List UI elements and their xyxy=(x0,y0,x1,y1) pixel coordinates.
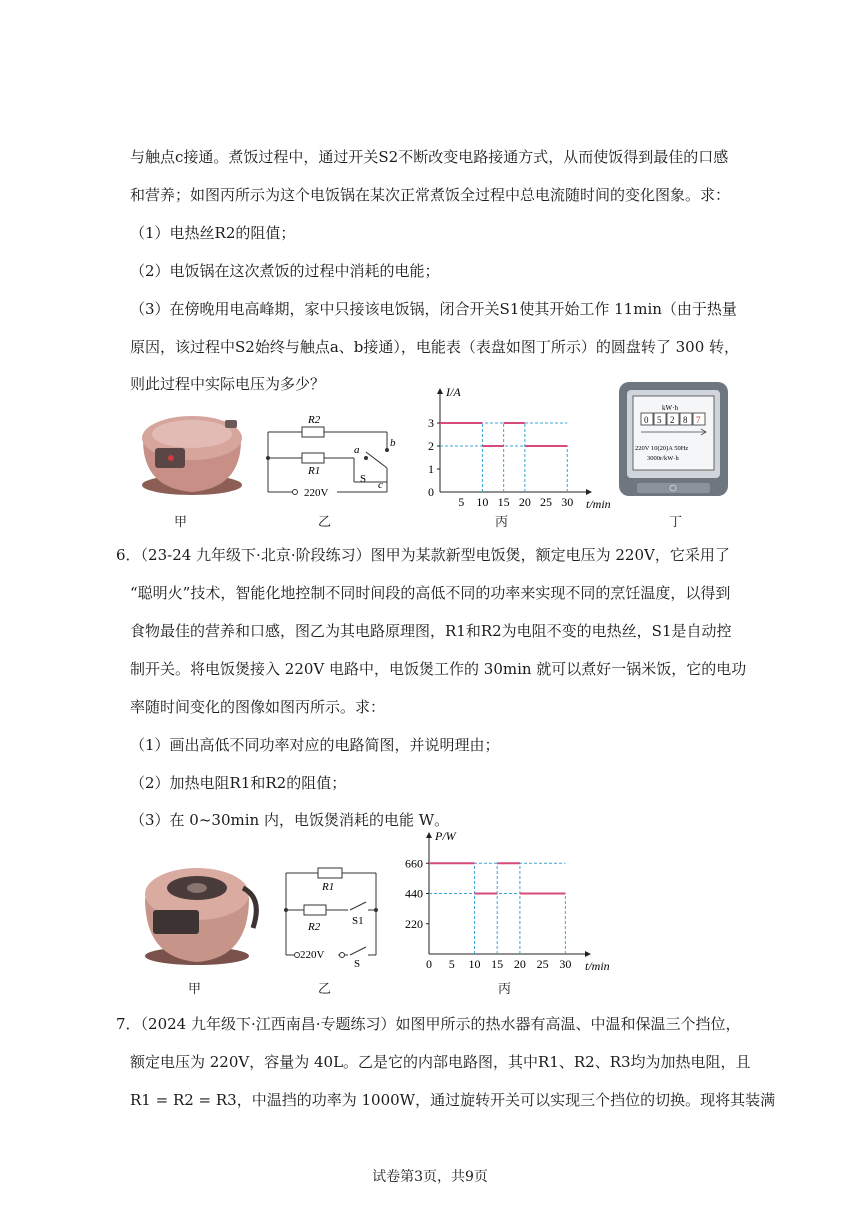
q6-caption-yi: 乙 xyxy=(318,982,332,997)
page-footer: 试卷第3页，共9页 xyxy=(372,1169,488,1185)
q7-line-1: 7．（2024 九年级下·江西南昌·专题练习）如图甲所示的热水器有高温、中温和保温三个挡位， xyxy=(116,1015,741,1033)
q5-caption-bing: 丙 xyxy=(495,515,509,530)
y-axis-arrow-icon xyxy=(437,388,443,394)
q5-line-2: 和营养；如图丙所示为这个电饭锅在某次正常煮饭全过程中总电流随时间的变化图象。求： xyxy=(130,186,731,204)
meter-digit: 5 xyxy=(657,415,662,425)
label-a: a xyxy=(354,444,360,456)
y-tick-label: 1 xyxy=(428,462,434,476)
q6-part-2: （2）加热电阻R1和R2的阻值； xyxy=(130,774,347,792)
label-r2: R2 xyxy=(308,414,321,426)
label-c: c xyxy=(378,479,383,491)
q5-caption-ding: 丁 xyxy=(669,515,683,530)
x-tick-label: 30 xyxy=(561,495,574,509)
q5-circuit-diagram xyxy=(262,410,412,500)
meter-digit-boxes xyxy=(641,413,705,425)
q6-part-1: （1）画出高低不同功率对应的电路简图，并说明理由； xyxy=(130,736,500,754)
q6-caption-jia: 甲 xyxy=(188,982,202,997)
q5-part-1: （1）电热丝R2的阻值； xyxy=(130,224,296,242)
q5-part-3c: 则此过程中实际电压为多少？ xyxy=(130,375,326,393)
label-s: S xyxy=(354,958,361,970)
q6-line-3: 食物最佳的营养和口感，图乙为其电路原理图，R1和R2为电阻不变的电热丝，S1是自动控 xyxy=(130,622,732,640)
q5-line-1: 与触点c接通。煮饭过程中，通过开关S2不断改变电路接通方式，从而使饭得到最佳的口感 xyxy=(130,148,729,166)
power-time-chart xyxy=(395,829,610,976)
q6-line-1: 6．（23-24 九年级下·北京·阶段练习）图甲为某款新型电饭煲，额定电压为 220V，它采用了 xyxy=(116,546,730,564)
q6-line-5: 率随时间变化的图像如图丙所示。求： xyxy=(130,698,386,716)
q5-caption-yi: 乙 xyxy=(318,515,332,530)
q6-part-3: （3）在 0~30min 内，电饭煲消耗的电能 W。 xyxy=(130,811,450,829)
y-tick-label: 660 xyxy=(405,856,423,871)
q7-line-2: 额定电压为 220V，容量为 40L。乙是它的内部电路图，其中R1、R2、R3均为加热电阻，且 xyxy=(130,1053,751,1071)
x-tick-label: 15 xyxy=(491,957,504,971)
rice-cooker-image-2 xyxy=(135,848,265,968)
meter-unit: kW·h xyxy=(662,404,678,412)
x-axis-label: t/min xyxy=(585,959,610,973)
x-axis-label: t/min xyxy=(586,497,611,511)
meter-spec-1: 220V 10(20)A 50Hz xyxy=(635,445,689,452)
x-axis-arrow-icon xyxy=(586,489,592,495)
y-tick-label: 2 xyxy=(428,439,434,453)
q5-part-3a: （3）在傍晚用电高峰期，家中只接该电饭锅，闭合开关S1使其开始工作 11min（由于热量 xyxy=(130,300,737,318)
label-r1: R1 xyxy=(322,881,335,893)
label-b: b xyxy=(390,437,396,449)
q6-line-4: 制开关。将电饭煲接入 220V 电路中，电饭煲工作的 30min 就可以煮好一锅米饭，它的电功 xyxy=(130,660,747,678)
x-tick-label: 5 xyxy=(458,495,465,509)
y-tick-label: 0 xyxy=(428,485,434,499)
meter-digit: 0 xyxy=(644,415,649,425)
x-axis-arrow-icon xyxy=(585,951,591,957)
rice-cooker-image-1 xyxy=(135,400,250,500)
x-tick-label: 15 xyxy=(497,495,510,509)
y-axis-label: I/A xyxy=(446,385,461,399)
y-axis-label: P/W xyxy=(435,829,456,843)
q6-caption-bing: 丙 xyxy=(498,982,512,997)
y-axis-arrow-icon xyxy=(426,832,432,838)
label-s: S xyxy=(360,473,367,485)
label-220v: 220V xyxy=(304,487,329,499)
label-s1: S1 xyxy=(352,915,364,927)
meter-digit: 7 xyxy=(696,415,701,425)
q6-line-2: “聪明火”技术，智能化地控制不同时间段的高低不同的功率来实现不同的烹饪温度，以得到 xyxy=(130,584,731,602)
y-tick-label: 440 xyxy=(405,886,423,901)
q5-part-3b: 原因，该过程中S2始终与触点a、b接通），电能表（表盘如图丁所示）的圆盘转了 300 转， xyxy=(130,338,740,356)
x-tick-label: 10 xyxy=(476,495,489,509)
y-tick-label: 3 xyxy=(428,416,434,430)
x-tick-label: 30 xyxy=(559,957,572,971)
x-tick-label: 25 xyxy=(540,495,553,509)
label-r1: R1 xyxy=(308,465,321,477)
current-time-chart xyxy=(418,385,611,511)
q5-caption-jia: 甲 xyxy=(174,515,188,530)
x-tick-label: 20 xyxy=(518,495,531,509)
y-tick-label: 220 xyxy=(405,916,423,931)
meter-digit: 2 xyxy=(670,415,675,425)
label-220v: 220V xyxy=(300,949,325,961)
electric-meter-image xyxy=(617,380,730,500)
x-tick-label: 20 xyxy=(513,957,526,971)
label-r2: R2 xyxy=(308,921,321,933)
meter-spec-2: 3000r/kW·h xyxy=(647,455,679,462)
q6-circuit-diagram xyxy=(280,860,390,968)
x-tick-label: 0 xyxy=(426,957,432,971)
x-tick-label: 5 xyxy=(448,957,455,971)
x-tick-label: 25 xyxy=(536,957,549,971)
q5-part-2: （2）电饭锅在这次煮饭的过程中消耗的电能； xyxy=(130,262,440,280)
meter-digit: 8 xyxy=(683,415,688,425)
q7-line-3: R1 = R2 = R3，中温挡的功率为 1000W，通过旋转开关可以实现三个挡位的切换。现将其装满 xyxy=(130,1091,776,1109)
x-tick-label: 10 xyxy=(468,957,481,971)
